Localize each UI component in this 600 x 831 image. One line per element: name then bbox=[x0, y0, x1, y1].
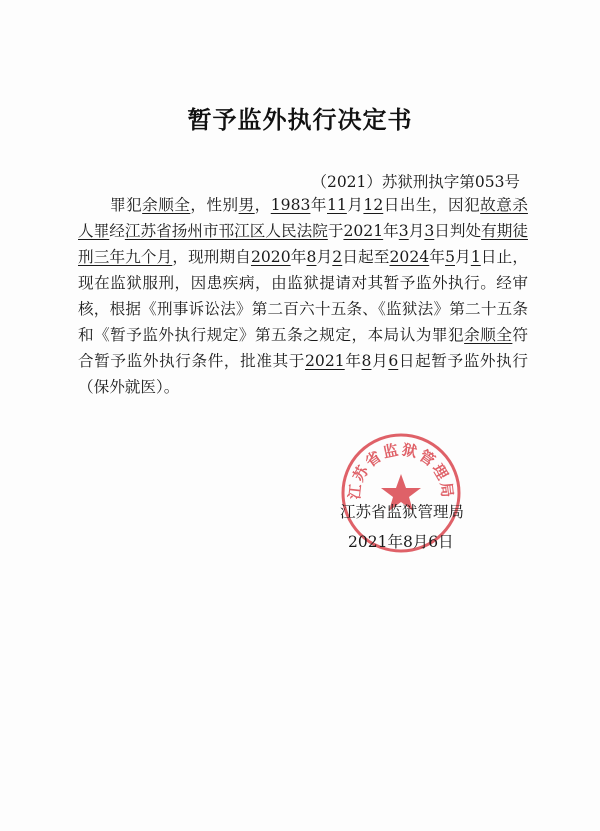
body-segment: 年 bbox=[310, 196, 327, 214]
filled-field: 1 bbox=[470, 248, 481, 266]
filled-field: 8 bbox=[306, 248, 317, 266]
filled-field: 11 bbox=[327, 196, 347, 214]
body-segment: 日止，现在监狱服刑，因患疾病，由监狱提请对其暂予监外执行。经审核，根据《刑事诉讼法》第二百六十五条、《监狱法》第二十五条和《暂予监外执行规定》第五条之规定，本局认为罪犯 bbox=[78, 248, 528, 344]
body-segment: 年 bbox=[290, 248, 307, 266]
issue-date: 2021年8月6日 bbox=[348, 533, 454, 551]
body-segment: 日判处 bbox=[434, 222, 482, 240]
svg-text:江苏省监狱管理局: 江苏省监狱管理局 bbox=[345, 440, 457, 501]
filled-field: 江苏省扬州市邗江区人民法院 bbox=[124, 222, 328, 240]
body-segment: 经 bbox=[109, 222, 125, 240]
body-segment: 月 bbox=[346, 196, 364, 214]
filled-field: 1983 bbox=[270, 196, 311, 214]
document-body bbox=[78, 192, 528, 400]
filled-field: 3 bbox=[424, 222, 435, 240]
body-segment: 月 bbox=[371, 352, 389, 370]
body-segment: 月 bbox=[454, 248, 471, 266]
filled-field: 3 bbox=[398, 222, 409, 240]
body-segment: 日出生，因犯 bbox=[383, 196, 481, 214]
body-segment: ，现刑期自 bbox=[172, 248, 251, 266]
body-segment: 符合暂予监外执行条件，批准其于 bbox=[78, 326, 528, 370]
filled-field: 男 bbox=[238, 196, 255, 214]
body-segment: 年 bbox=[429, 248, 446, 266]
body-segment: 年 bbox=[383, 222, 399, 240]
body-segment: 年 bbox=[344, 352, 362, 370]
filled-field: 2024 bbox=[389, 248, 430, 266]
filled-field: 余顺全 bbox=[464, 326, 513, 344]
body-segment: 日起暂予监外执行（保外就医）。 bbox=[78, 352, 528, 396]
body-segment: 月 bbox=[408, 222, 425, 240]
body-segment: 罪犯 bbox=[110, 196, 143, 214]
filled-field: 2021 bbox=[305, 352, 345, 370]
filled-field: 12 bbox=[363, 196, 384, 214]
body-segment: 于 bbox=[327, 222, 344, 240]
body-segment: 月 bbox=[316, 248, 333, 266]
filled-field: 8 bbox=[361, 352, 372, 370]
document-title: 暂予监外执行决定书 bbox=[187, 106, 413, 134]
document-number: （2021）苏狱刑执字第053号 bbox=[311, 173, 520, 191]
body-segment: ，性别 bbox=[190, 196, 239, 214]
filled-field: 2021 bbox=[343, 222, 384, 240]
signature-block bbox=[340, 497, 464, 557]
filled-field: 余顺全 bbox=[142, 196, 191, 214]
filled-field: 有期徒刑三年九个月 bbox=[78, 222, 528, 266]
body-segment: 日起至 bbox=[342, 248, 390, 266]
filled-field: 2 bbox=[332, 248, 343, 266]
filled-field: 故意杀人罪 bbox=[78, 196, 528, 240]
issuer-name: 江苏省监狱管理局 bbox=[340, 503, 465, 521]
filled-field: 5 bbox=[445, 248, 455, 266]
filled-field: 6 bbox=[388, 352, 399, 370]
filled-field: 2020 bbox=[250, 248, 291, 266]
body-segment: ， bbox=[254, 196, 271, 214]
